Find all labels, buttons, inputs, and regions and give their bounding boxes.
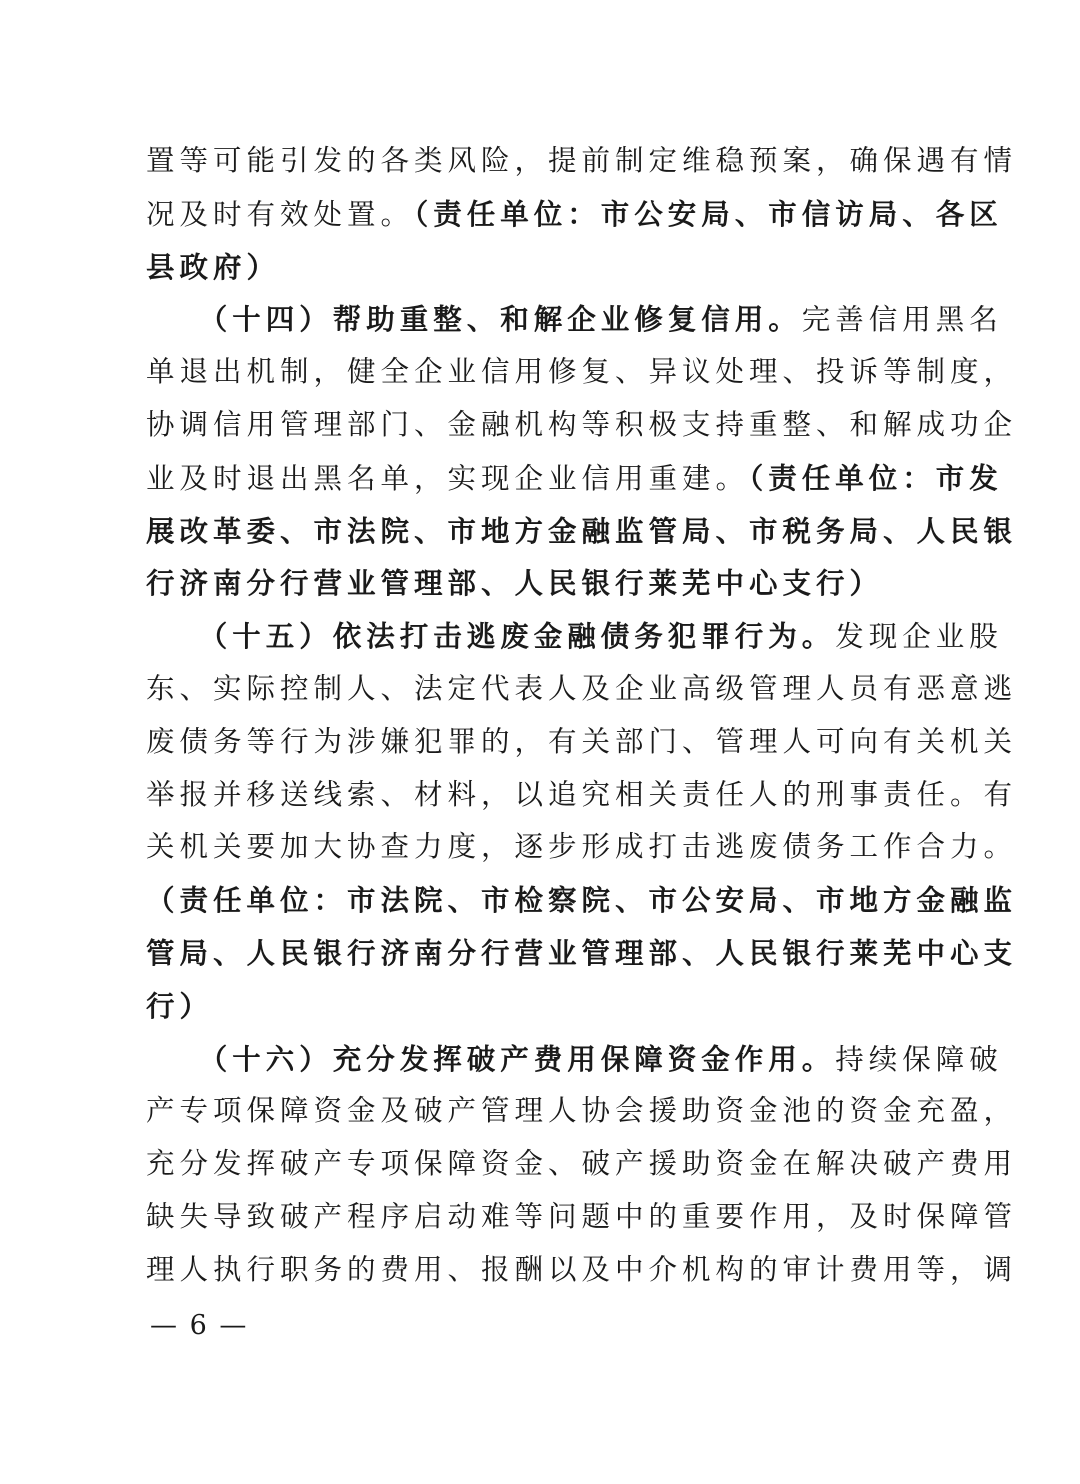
text-segment: 协调信用管理部门、金融机构等积极支持重整、和解成功企	[146, 407, 1018, 441]
page-number: — 6 —	[150, 1310, 249, 1341]
text-line	[146, 241, 938, 294]
text-segment: 举报并移送线索、材料，以追究相关责任人的刑事责任。有	[146, 777, 1018, 811]
text-line	[146, 452, 1003, 505]
text-line	[146, 821, 1018, 874]
text-line	[146, 663, 1018, 716]
text-line	[146, 1244, 1018, 1297]
text-segment	[146, 620, 213, 653]
text-line	[146, 927, 1018, 980]
text-segment: 关机关要加大协查力度，逐步形成打击逃废债务工作合力。	[146, 830, 1018, 864]
bold-text-segment: 行）	[146, 988, 214, 1023]
text-segment: 业及时退出黑名单，实现企业信用重建。	[146, 461, 750, 495]
text-segment: 况及时有效处置。	[146, 197, 415, 231]
document-body	[146, 135, 1018, 1297]
text-segment: 缺失导致破产程序启动难等问题中的重要作用，及时保障管	[146, 1199, 1018, 1233]
bold-text-segment: （责任单位：市发	[749, 460, 1003, 495]
text-line	[146, 1138, 1018, 1191]
text-line	[146, 874, 1018, 927]
bold-text-segment: 展改革委、市法院、市地方金融监管局、市税务局、人民银	[146, 513, 1018, 548]
bold-text-segment: （责任单位：市公安局、市信访局、各区	[414, 196, 1003, 231]
text-line	[146, 610, 1003, 663]
text-segment: 置等可能引发的各类风险，提前制定维稳预案，确保遇有情	[146, 144, 1018, 177]
text-line	[146, 293, 1003, 346]
text-segment: 理人执行职务的费用、报酬以及中介机构的审计费用等，调	[146, 1252, 1018, 1286]
text-segment: 完善信用黑名	[801, 303, 1003, 337]
text-line	[146, 1191, 1018, 1244]
bold-text-segment: 管局、人民银行济南分行营业管理部、人民银行莱芜中心支	[146, 935, 1018, 970]
text-line	[146, 505, 1018, 558]
text-line	[146, 346, 1018, 399]
text-segment: 产专项保障资金及破产管理人协会援助资金池的资金充盈，	[146, 1094, 1018, 1128]
text-segment: 持续保障破	[835, 1042, 1003, 1076]
bold-text-segment: 行济南分行营业管理部、人民银行莱芜中心支行）	[146, 566, 884, 601]
text-segment: 废债务等行为涉嫌犯罪的，有关部门、管理人可向有关机关	[146, 724, 1018, 758]
text-line	[146, 1085, 1018, 1138]
bold-text-segment: （十四）帮助重整、和解企业修复信用。	[213, 302, 802, 337]
text-line	[146, 716, 1018, 769]
text-segment: 充分发挥破产专项保障资金、破产援助资金在解决破产费用	[146, 1147, 1018, 1181]
text-segment	[146, 1043, 213, 1076]
bold-text-segment: 县政府）	[146, 249, 281, 284]
text-line	[146, 980, 938, 1033]
text-segment: 单退出机制，健全企业信用修复、异议处理、投诉等制度，	[146, 355, 1018, 389]
bold-text-segment: （十五）依法打击逃废金融债务犯罪行为。	[213, 619, 836, 654]
bold-text-segment: （十六）充分发挥破产费用保障资金作用。	[213, 1041, 836, 1076]
text-line	[146, 135, 1018, 188]
text-segment	[146, 303, 213, 336]
text-line	[146, 769, 1018, 822]
text-line	[146, 1033, 1003, 1086]
text-line	[146, 557, 938, 610]
text-line	[146, 399, 1018, 452]
text-segment: 发现企业股	[835, 620, 1003, 654]
text-segment: 东、实际控制人、法定代表人及企业高级管理人员有恶意逃	[146, 671, 1018, 705]
bold-text-segment: （责任单位：市法院、市检察院、市公安局、市地方金融监	[146, 883, 1018, 918]
text-line	[146, 188, 1003, 241]
